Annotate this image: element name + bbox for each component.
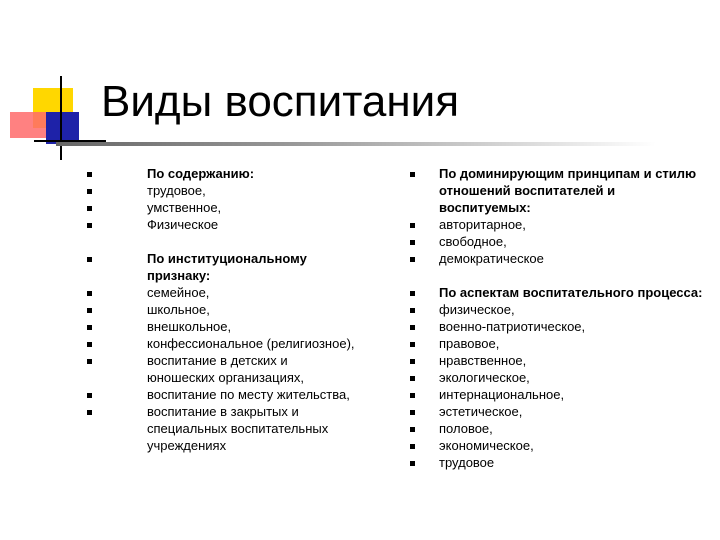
list-item bbox=[410, 250, 710, 267]
bullet-icon bbox=[410, 393, 415, 398]
right-column bbox=[410, 165, 710, 471]
bullet-icon bbox=[87, 189, 92, 194]
list-item-text: эстетическое, bbox=[439, 404, 523, 419]
bullet-icon bbox=[87, 410, 92, 415]
list-item bbox=[410, 233, 710, 250]
list-item bbox=[87, 182, 357, 199]
list-item bbox=[410, 420, 710, 437]
list-item-text: демократическое bbox=[439, 251, 544, 266]
list-item bbox=[410, 454, 710, 471]
bullet-icon bbox=[410, 444, 415, 449]
decor-red-square bbox=[10, 112, 50, 138]
list-item-text: правовое, bbox=[439, 336, 500, 351]
spacer bbox=[410, 267, 710, 284]
list-item-text: воспитание в закрытых и специальных воспитательных учреждениях bbox=[147, 404, 329, 453]
list-item bbox=[87, 165, 357, 182]
list-item bbox=[410, 318, 710, 335]
decor-vertical-line bbox=[60, 76, 62, 160]
bullet-icon bbox=[410, 240, 415, 245]
list-item bbox=[410, 369, 710, 386]
bullet-icon bbox=[87, 223, 92, 228]
list-item bbox=[410, 216, 710, 233]
bullet-icon bbox=[410, 410, 415, 415]
list-item-text: физическое, bbox=[439, 302, 515, 317]
list-item bbox=[410, 301, 710, 318]
group-heading: По доминирующим принципам и стилю отношений воспитателей и воспитуемых: bbox=[439, 166, 697, 215]
list-item bbox=[87, 403, 357, 454]
list-item-text: семейное, bbox=[147, 285, 210, 300]
list-item bbox=[410, 403, 710, 420]
list-item-text: трудовое bbox=[439, 455, 495, 470]
bullet-icon bbox=[410, 359, 415, 364]
list-item-text: школьное, bbox=[147, 302, 210, 317]
list-item bbox=[410, 352, 710, 369]
bullet-icon bbox=[410, 223, 415, 228]
list-item bbox=[87, 284, 357, 301]
list-item-text: половое, bbox=[439, 421, 493, 436]
list-item bbox=[87, 216, 357, 233]
bullet-icon bbox=[87, 257, 92, 262]
bullet-icon bbox=[410, 461, 415, 466]
slide-title: Виды воспитания bbox=[101, 77, 460, 126]
bullet-icon bbox=[87, 206, 92, 211]
group-heading: По институциональному признаку: bbox=[147, 251, 307, 283]
list-item-text: воспитание в детских и юношеских организациях, bbox=[147, 353, 305, 385]
bullet-icon bbox=[87, 393, 92, 398]
group-heading: По содержанию: bbox=[147, 166, 255, 181]
bullet-icon bbox=[87, 359, 92, 364]
list-item-text: военно-патриотическое, bbox=[439, 319, 586, 334]
group-heading: По аспектам воспитательного процесса: bbox=[439, 285, 703, 300]
list-item-text: экологическое, bbox=[439, 370, 530, 385]
list-item bbox=[410, 437, 710, 454]
list-item-text: экономическое, bbox=[439, 438, 534, 453]
list-item bbox=[410, 335, 710, 352]
bullet-icon bbox=[87, 342, 92, 347]
list-item bbox=[87, 318, 357, 335]
spacer bbox=[87, 233, 357, 250]
list-item bbox=[87, 352, 357, 386]
bullet-icon bbox=[410, 172, 415, 177]
list-item-text: свободное, bbox=[439, 234, 507, 249]
list-item-text: Физическое bbox=[147, 217, 219, 232]
list-item-text: авторитарное, bbox=[439, 217, 526, 232]
list-item bbox=[87, 199, 357, 216]
bullet-icon bbox=[410, 325, 415, 330]
bullet-icon bbox=[410, 291, 415, 296]
bullet-icon bbox=[87, 172, 92, 177]
bullet-icon bbox=[87, 325, 92, 330]
list-item bbox=[87, 301, 357, 318]
left-column bbox=[87, 165, 357, 454]
list-item bbox=[87, 250, 357, 284]
list-item bbox=[87, 386, 357, 403]
bullet-icon bbox=[410, 308, 415, 313]
bullet-icon bbox=[87, 291, 92, 296]
list-item bbox=[87, 335, 357, 352]
bullet-icon bbox=[410, 257, 415, 262]
list-item-text: нравственное, bbox=[439, 353, 527, 368]
list-item bbox=[410, 284, 710, 301]
list-item-text: трудовое, bbox=[147, 183, 206, 198]
list-item-text: воспитание по месту жительства, bbox=[147, 387, 350, 402]
bullet-icon bbox=[410, 427, 415, 432]
list-item-text: умственное, bbox=[147, 200, 222, 215]
title-underline bbox=[56, 142, 656, 146]
list-item bbox=[410, 165, 710, 216]
list-item-text: внешкольное, bbox=[147, 319, 232, 334]
bullet-icon bbox=[410, 342, 415, 347]
bullet-icon bbox=[410, 376, 415, 381]
list-item-text: конфессиональное (религиозное), bbox=[147, 336, 355, 351]
list-item-text: интернациональное, bbox=[439, 387, 565, 402]
list-item bbox=[410, 386, 710, 403]
bullet-icon bbox=[87, 308, 92, 313]
